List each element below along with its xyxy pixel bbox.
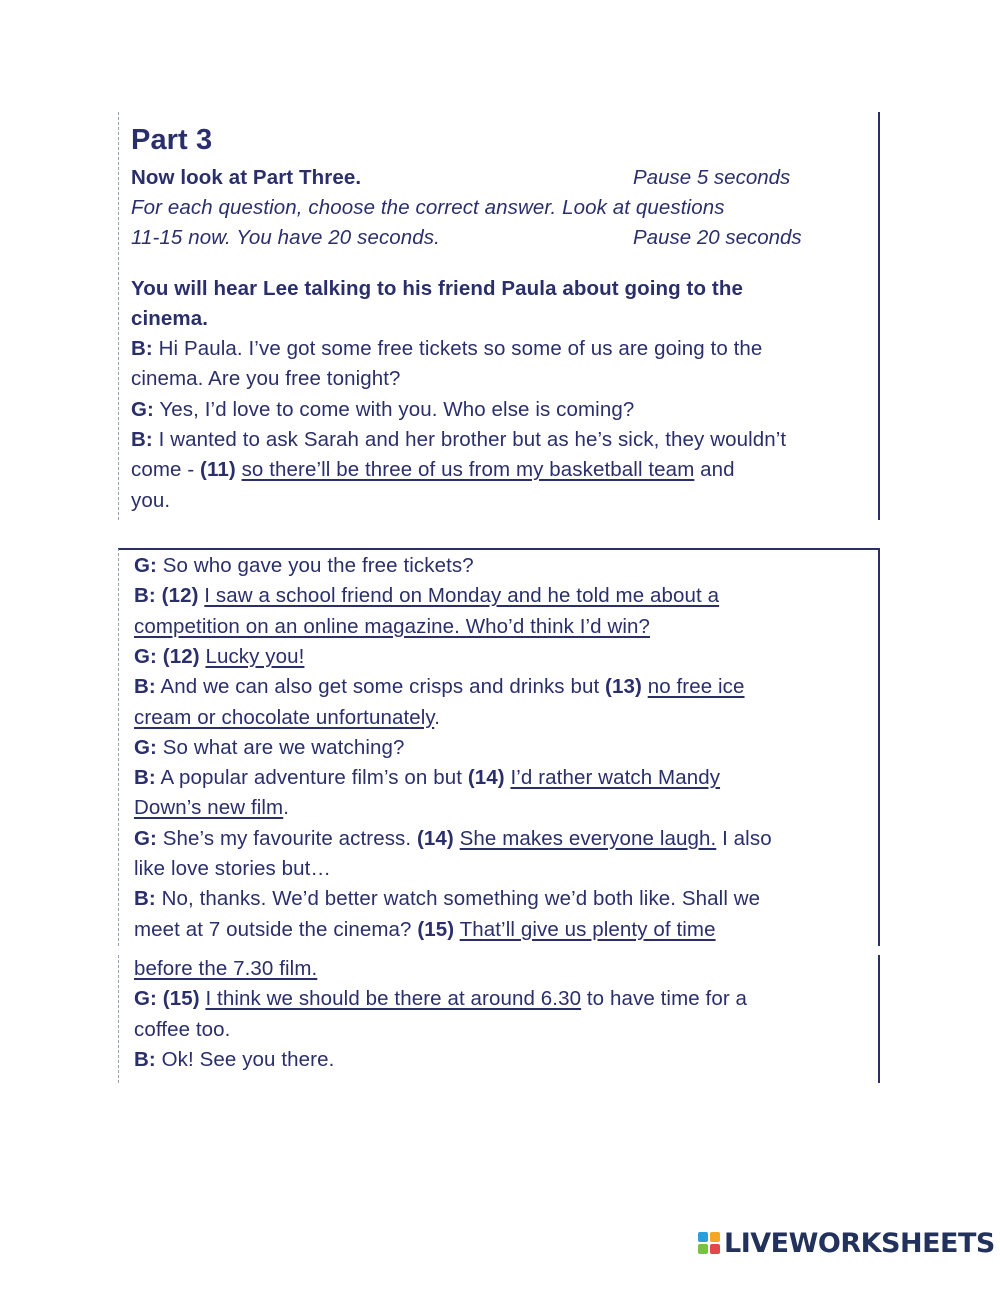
question-number: (14) [417,826,454,850]
answer-underline: I saw a school friend on Monday and he told me about a [204,584,720,608]
speaker-label: G: [134,735,157,759]
dialogue-line [134,796,289,820]
logo-square-red [710,1244,720,1254]
dialogue-line [134,1018,230,1042]
speaker-label: G: [134,644,157,668]
dialogue-line [131,367,401,391]
answer-underline: before the 7.30 film. [134,957,318,980]
dialogue-line [134,887,760,911]
dialogue-line [134,1048,334,1072]
speaker-label: B: [134,887,156,911]
line-text: Yes, I’d love to come with you. Who else is coming? [153,397,635,421]
part3-panel-3 [118,955,880,1083]
dialogue-line [134,857,331,881]
answer-underline: I think we should be there at around 6.30 [205,987,582,1011]
part3-panel-1 [118,112,880,520]
answer-underline: Lucky you! [205,644,305,668]
answer-underline: so there’ll be three of us from my basketball team [241,458,695,482]
speaker-label: B: [134,584,156,608]
line-text: cinema. Are you free tonight? [131,367,401,391]
dialogue-line [134,957,317,981]
speaker-label: G: [131,397,154,421]
logo-square-orange [710,1232,720,1242]
answer-underline: cream or chocolate unfortunately [134,705,435,729]
line-text: A popular adventure film’s on but [155,766,468,790]
question-number: (12) [162,644,200,668]
dialogue-line [131,398,634,422]
logo-square-green [698,1244,708,1254]
liveworksheets-logo [698,1226,995,1260]
dialogue-line [134,615,650,639]
dialogue-line [134,918,716,942]
line-text: come - [131,458,201,482]
answer-underline: I’d rather watch Mandy [510,766,721,790]
intro-line-2: cinema. [131,307,209,330]
line-text: Ok! See you there. [155,1047,335,1071]
line-text: you. [131,488,171,512]
line-text: I wanted to ask Sarah and her brother but as he’s sick, they wouldn’t [152,427,787,451]
question-number: (14) [467,766,505,790]
question-instruction: For each question, choose the correct answer. Look at questions [131,196,725,219]
dialogue-line [134,645,304,669]
dialogue-line [134,554,474,578]
line-text-tail: . [283,796,290,820]
logo-square-blue [698,1232,708,1242]
line-text: So what are we watching? [156,735,405,759]
line-text-tail: and [694,458,735,482]
line-text: She’s my favourite actress. [156,826,417,850]
dialogue-line [134,675,745,699]
question-number: (11) [200,458,236,482]
speaker-label: G: [134,554,157,577]
question-number: (12) [161,584,199,608]
dialogue-line [134,706,440,730]
speaker-label: G: [134,826,157,850]
question-range: 11-15 now. You have 20 seconds. [131,226,440,249]
answer-underline: competition on an online magazine. Who’d think I’d win? [134,614,651,638]
dialogue-line [131,458,735,482]
dialogue-line [134,827,772,851]
instruction-text: Now look at Part Three. [131,166,362,189]
dialogue-line [134,584,719,608]
question-number: (15) [162,987,200,1011]
dialogue-line [131,428,786,452]
line-text-tail: I also [716,826,772,850]
line-text: No, thanks. We’d better watch something we’d both like. Shall we [155,887,761,911]
line-text: So who gave you the free tickets? [156,554,474,577]
line-text: coffee too. [134,1017,231,1041]
dialogue-line [134,987,747,1011]
speaker-label: B: [134,766,156,790]
line-text: meet at 7 outside the cinema? [134,917,418,941]
speaker-label: B: [134,675,156,699]
speaker-label: B: [134,1047,156,1071]
brand-name: LIVEWORKSHEETS [724,1227,995,1259]
line-text: And we can also get some crisps and drinks but [155,675,606,699]
dialogue-line [134,736,404,760]
dialogue-line [131,337,762,361]
pause-20-seconds: Pause 20 seconds [633,226,802,249]
line-text-tail: . [434,705,441,729]
line-text: Hi Paula. I’ve got some free tickets so some of us are going to the [152,337,763,360]
speaker-label: B: [131,427,153,451]
part3-panel-2 [118,548,880,946]
logo-grid-icon [698,1232,720,1254]
speaker-label: G: [134,987,157,1011]
answer-underline: no free ice [647,675,745,699]
speaker-label: B: [131,337,153,360]
answer-underline: She makes everyone laugh. [459,826,717,850]
line-text-tail: to have time for a [581,987,748,1011]
question-number: (15) [417,917,455,941]
answer-underline: Down’s new film [134,796,284,820]
pause-5-seconds: Pause 5 seconds [633,166,791,189]
line-text: like love stories but… [134,857,332,880]
part-title: Part 3 [131,124,213,156]
dialogue-line [134,766,720,790]
dialogue-line [131,489,170,513]
intro-line-1: You will hear Lee talking to his friend Paula about going to the [131,277,743,300]
question-number: (13) [605,675,642,699]
answer-underline: That’ll give us plenty of time [459,917,716,941]
